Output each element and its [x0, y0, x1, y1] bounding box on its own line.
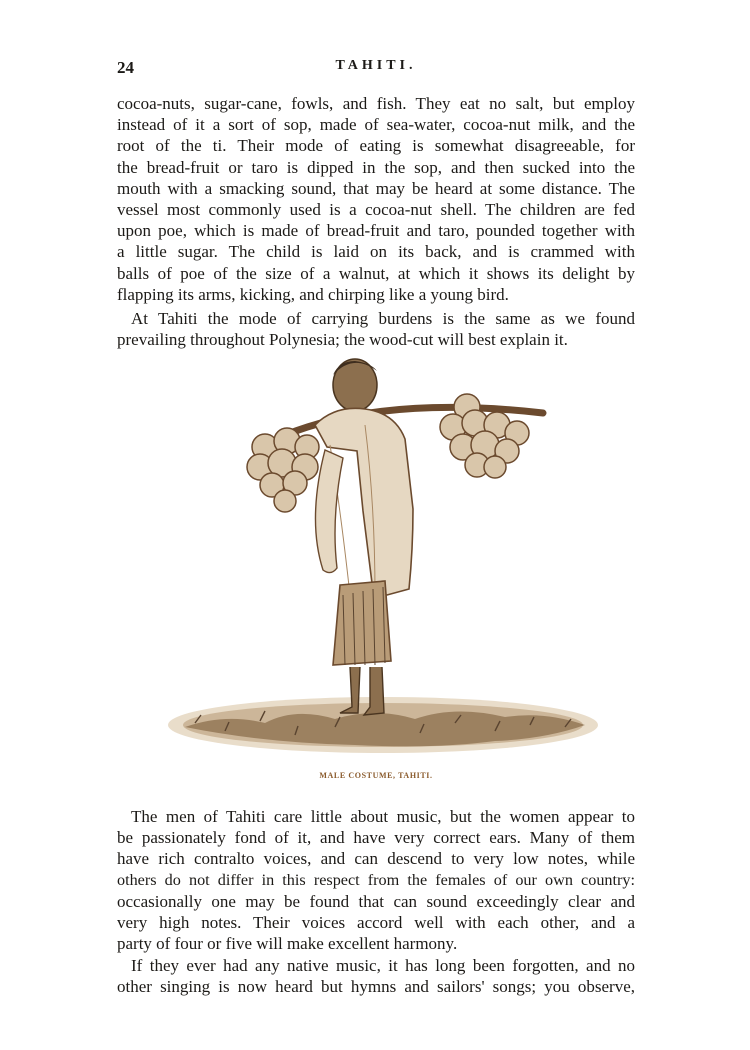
- paragraph-burdens: [117, 308, 635, 350]
- text-line: party of four or five will make excellent harmony.: [117, 934, 458, 954]
- text-line: occasionally one may be found that can sound exceedingly clear and: [117, 891, 635, 911]
- text-line: very high notes. Their voices accord well with each other, and a: [117, 913, 635, 933]
- text-line: prevailing throughout Polynesia; the wood-cut will best explain it.: [117, 330, 568, 350]
- paragraph-eating: [117, 93, 635, 305]
- left-coconut-bunch: [247, 428, 319, 512]
- text-line: At Tahiti the mode of carrying burdens is the same as we found: [131, 309, 635, 328]
- text-line: balls of poe of the size of a walnut, at which it shows its delight by: [117, 263, 635, 283]
- text-line: If they ever had any native music, it has long been forgotten, and no: [131, 956, 635, 975]
- text-line: others do not differ in this respect from the females of our own country:: [117, 870, 635, 889]
- text-line: the bread-fruit or taro is dipped in the sop, and then sucked into the: [117, 157, 635, 177]
- paragraph-native-music: [117, 955, 635, 997]
- text-line: flapping its arms, kicking, and chirping like a young bird.: [117, 284, 509, 304]
- text-line: instead of it a sort of sop, made of sea-water, cocoa-nut milk, and the: [117, 115, 635, 135]
- page-header: [117, 58, 635, 82]
- text-line: other singing is now heard but hymns and sailors' songs; you observe,: [117, 977, 635, 997]
- text-line: upon poe, which is made of bread-fruit and taro, pounded together with: [117, 221, 635, 241]
- running-title: TAHITI.: [335, 58, 417, 73]
- figure-caption: MALE COSTUME, TAHITI.: [319, 771, 433, 780]
- paragraph-music: [117, 806, 635, 954]
- man-carrying-coconuts-woodcut: [165, 355, 605, 760]
- text-line: be passionately fond of it, and have very correct ears. Many of them: [117, 828, 635, 848]
- text-line: have rich contralto voices, and can descend to very low notes, while: [117, 849, 635, 869]
- text-line: a little sugar. The child is laid on its back, and is crammed with: [117, 242, 635, 262]
- page-number: 24: [117, 58, 134, 77]
- woodcut-illustration: [165, 355, 605, 760]
- text-line: cocoa-nuts, sugar-cane, fowls, and fish. They eat no salt, but employ: [117, 94, 635, 113]
- text-line: mouth with a smacking sound, that may be heard at some distance. The: [117, 178, 635, 198]
- text-line: vessel most commonly used is a cocoa-nut shell. The children are fed: [117, 200, 635, 220]
- text-line: root of the ti. Their mode of eating is somewhat disagreeable, for: [117, 136, 635, 156]
- text-line: The men of Tahiti care little about music, but the women appear to: [131, 807, 635, 826]
